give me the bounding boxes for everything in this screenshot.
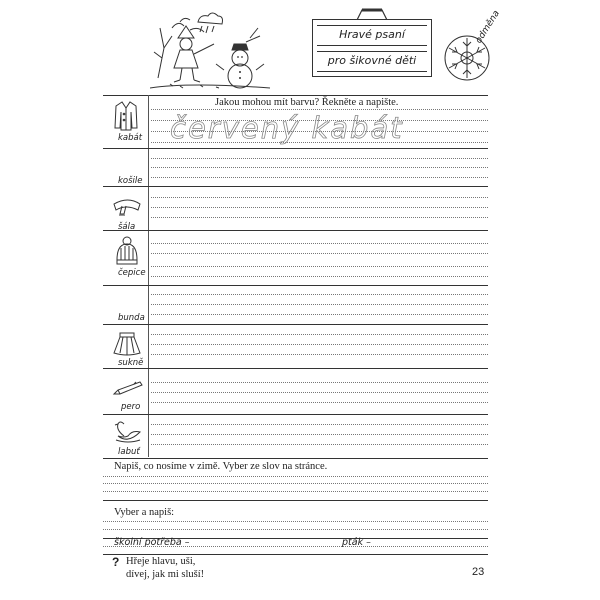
swan-icon xyxy=(114,418,142,446)
writing-row-pero xyxy=(103,372,488,414)
writing-row-labut xyxy=(103,416,488,458)
board-title-line1: Hravé psaní xyxy=(339,28,405,41)
item-label-bunda: bunda xyxy=(118,313,145,323)
writing-row-choose xyxy=(103,516,488,538)
winter-illustration xyxy=(150,8,280,94)
item-label-sala: šála xyxy=(118,222,136,232)
writing-row-winter xyxy=(103,470,488,500)
category-bird: pták – xyxy=(342,537,371,548)
page-number: 23 xyxy=(472,566,485,578)
coat-icon xyxy=(114,100,138,132)
item-label-cepice: čepice xyxy=(118,268,146,278)
writing-row-cepice xyxy=(103,233,488,287)
instruction-winter: Napiš, co nosíme v zimě. Vyber ze slov na stránce. xyxy=(114,461,328,472)
writing-row-sukne xyxy=(103,326,488,370)
riddle-line-2: dívej, jak mi sluší! xyxy=(126,569,205,580)
board-title-line2: pro šikovné děti xyxy=(327,54,417,67)
instruction-choose: Vyber a napiš: xyxy=(114,507,175,518)
cap-icon xyxy=(114,236,140,266)
riddle-line-1: Hřeje hlavu, uši, xyxy=(126,556,196,567)
item-label-pero: pero xyxy=(121,402,141,412)
item-label-kosile: košile xyxy=(118,176,143,186)
item-label-sukne: sukně xyxy=(118,358,144,368)
scarf-icon xyxy=(112,194,142,216)
riddle-question-mark: ? xyxy=(112,555,120,569)
title-board xyxy=(312,19,432,77)
category-school-supply: školní potřeba – xyxy=(114,537,190,548)
writing-row-bunda xyxy=(103,292,488,324)
item-label-labut: labuť xyxy=(118,447,140,457)
writing-row-categories xyxy=(103,542,488,554)
item-label-kabat: kabát xyxy=(118,133,143,143)
writing-row-sala xyxy=(103,190,488,232)
skirt-icon xyxy=(112,331,142,357)
reward-badge-label: odměna xyxy=(474,8,502,46)
example-tracing-text: červený kabát xyxy=(170,111,404,145)
header-rule xyxy=(103,95,488,96)
pen-icon xyxy=(112,380,144,396)
writing-row-kosile xyxy=(103,152,488,188)
instruction-colors: Jakou mohou mít barvu? Řekněte a napište. xyxy=(215,97,399,108)
